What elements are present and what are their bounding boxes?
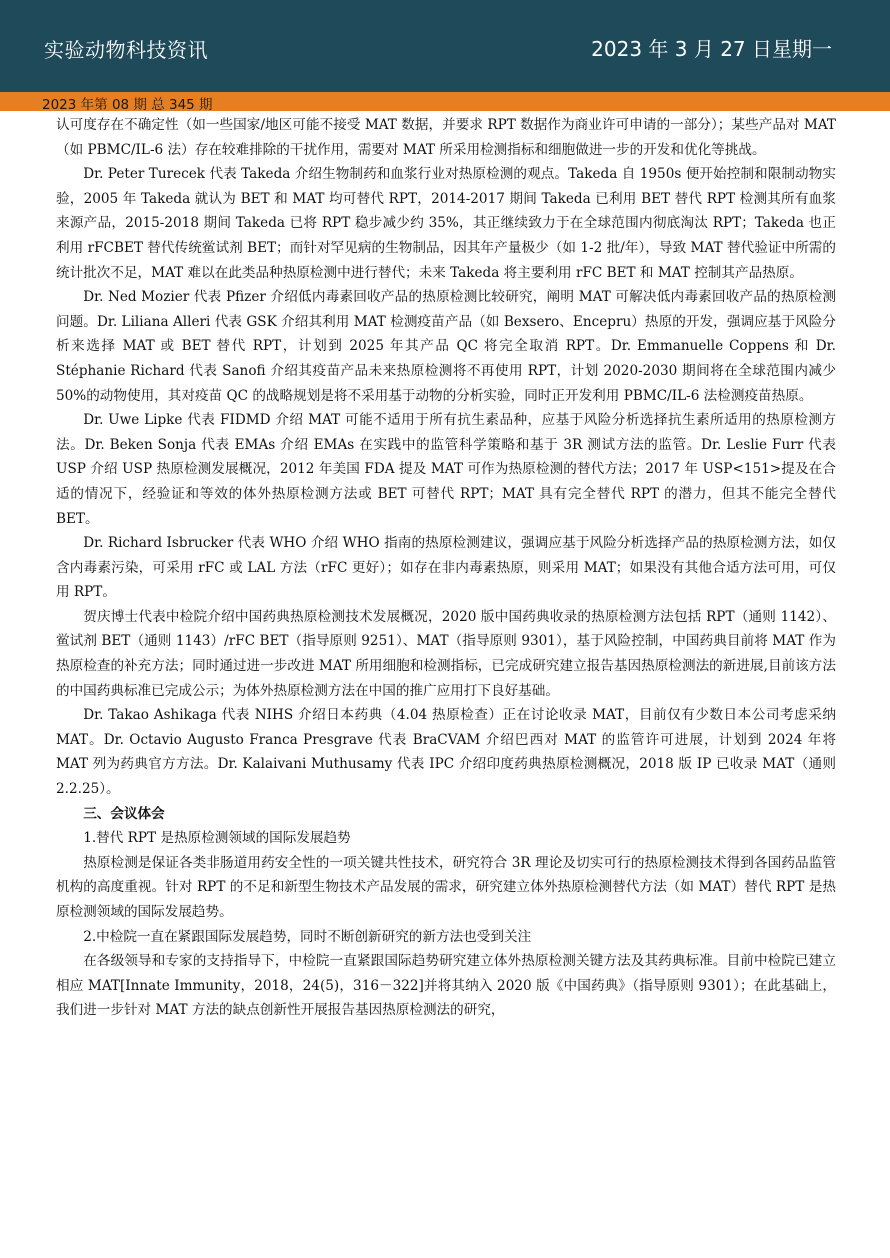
paragraph-trend: 热原检测是保证各类非肠道用药安全性的一项关键共性技术，研究符合 3R 理论及切实可行的热原检测技术得到各国药品监管机构的高度重视。针对 RPT 的不足和新型生物技术产品发展的需求，研究建立体外热原检测替代方法（如 MAT）替代 RPT 是热原检测领域的国际发展趋势。	[56, 854, 836, 920]
paragraph-nifdc: 贺庆博士代表中检院介绍中国药典热原检测技术发展概况，2020 版中国药典收录的热原检测方法包括 RPT（通则 1142）、鲎试剂 BET（通则 1143）/rFC BET（指导原则 9251）、MAT（指导原则 9301），基于风险控制，中国药典目前将 MAT 作为热原检查的补充方法；同时通过进一步改进 MAT 所用细胞和检测指标，已完成研究建立报告基因热原检测法的新进展,目前该方法的中国药典标准已完成公示；为体外热原检测方法在中国的推广应用打下良好基础。	[56, 608, 836, 699]
page-header	[0, 0, 890, 92]
subheading-2: 2.中检院一直在紧跟国际发展趋势，同时不断创新研究的新方法也受到关注	[83, 928, 532, 945]
paragraph-fidmd-ema-usp: Dr. Uwe Lipke 代表 FIDMD 介绍 MAT 可能不适用于所有抗生素品种，应基于风险分析选择抗生素所适用的热原检测方法。Dr. Beken Sonja 代表 EMAs 介绍 EMAs 在实践中的监管科学策略和基于 3R 测试方法的监管。Dr. Leslie Furr 代表 USP 介绍 USP 热原检测发展概况，2012 年美国 FDA 提及 MAT 可作为热原检测的替代方法；2017 年 USP<151>提及在合适的情况下，经验证和等效的体外热原检测方法或 BET 可替代 RPT；MAT 具有完全替代 RPT 的潜力，但其不能完全替代 BET。	[56, 412, 837, 527]
paragraph-takeda: Dr. Peter Turecek 代表 Takeda 介绍生物制药和血浆行业对热原检测的观点。Takeda 自 1950s 便开始控制和限制动物实验，2005 年 Takeda 就认为 BET 和 MAT 均可替代 RPT，2014-2017 期间 Takeda 已利用 BET 替代 RPT 检测其所有血浆来源产品，2015-2018 期间 Takeda 已将 RPT 稳步减少约 35%，其正继续致力于在全球范围内彻底淘汰 RPT；Takeda 也正利用 rFCBET 替代传统鲎试剂 BET；而针对罕见病的生物制品，因其年产量极少（如 1-2 批/年），导致 MAT 替代验证中所需的统计批次不足，MAT 难以在此类品种热原检测中进行替代；未来 Takeda 将主要利用 rFC BET 和 MAT 控制其产品热原。	[56, 166, 837, 281]
paragraph-japan-brazil-india: Dr. Takao Ashikaga 代表 NIHS 介绍日本药典（4.04 热原检查）正在讨论收录 MAT，目前仅有少数日本公司考虑采纳 MAT。Dr. Octavio Augusto Franca Presgrave 代表 BraCVAM 介绍巴西对 MAT 的监管许可进展，计划到 2024 年将 MAT 列为药典官方方法。Dr. Kalaivani Muthusamy 代表 IPC 介绍印度药典热原检测概况，2018 版 IP 已收录 MAT（通则 2.2.25）。	[56, 707, 836, 798]
publication-date: 2023 年 3 月 27 日星期一	[591, 37, 832, 61]
issue-bar	[0, 92, 890, 111]
subheading-1: 1.替代 RPT 是热原检测领域的国际发展趋势	[83, 830, 351, 847]
article-body	[56, 113, 836, 1023]
paragraph-nifdc-research: 在各级领导和专家的支持指导下，中检院一直紧跟国际趋势研究建立体外热原检测关键方法及其药典标准。目前中检院已建立相应 MAT[Innate Immunity，2018，24(5)，316－322]并将其纳入 2020 版《中国药典》（指导原则 9301）；在此基础上，我们进一步针对 MAT 方法的缺点创新性开展报告基因热原检测法的研究，	[56, 953, 836, 1019]
issue-number: 2023 年第 08 期 总 345 期	[42, 97, 213, 113]
paragraph-pfizer-gsk-sanofi: Dr. Ned Mozier 代表 Pfizer 介绍低内毒素回收产品的热原检测比较研究，阐明 MAT 可解决低内毒素回收产品的热原检测问题。Dr. Liliana Alleri 代表 GSK 介绍其利用 MAT 检测疫苗产品（如 Bexsero、Encepru）热原的开发，强调应基于风险分析来选择 MAT 或 BET 替代 RPT，计划到 2025 年其产品 QC 将完全取消 RPT。Dr. Emmanuelle Coppens 和 Dr. Stéphanie Richard 代表 Sanofi 介绍其疫苗产品未来热原检测将不再使用 RPT，计划 2020-2030 期间将在全球范围内减少 50%的动物使用，其对疫苗 QC 的战略规划是将不采用基于动物的分析实验，同时正开发利用 PBMC/IL-6 法检测疫苗热原。	[56, 289, 836, 404]
paragraph-who: Dr. Richard Isbrucker 代表 WHO 介绍 WHO 指南的热原检测建议，强调应基于风险分析选择产品的热原检测方法，如仅含内毒素污染，可采用 rFC 或 LAL 方法（rFC 更好）；如存在非内毒素热原，则采用 MAT；如果没有其他合适方法可用，可仅用 RPT。	[56, 535, 836, 601]
paragraph-continued: 认可度存在不确定性（如一些国家/地区可能不接受 MAT 数据，并要求 RPT 数据作为商业许可申请的一部分）；某些产品对 MAT（如 PBMC/IL-6 法）存在较难排除的干扰作用，需要对 MAT 所采用检测指标和细胞做进一步的开发和优化等挑战。	[56, 117, 836, 158]
section-heading: 三、会议体会	[83, 805, 165, 822]
publication-title: 实验动物科技资讯	[44, 38, 208, 62]
